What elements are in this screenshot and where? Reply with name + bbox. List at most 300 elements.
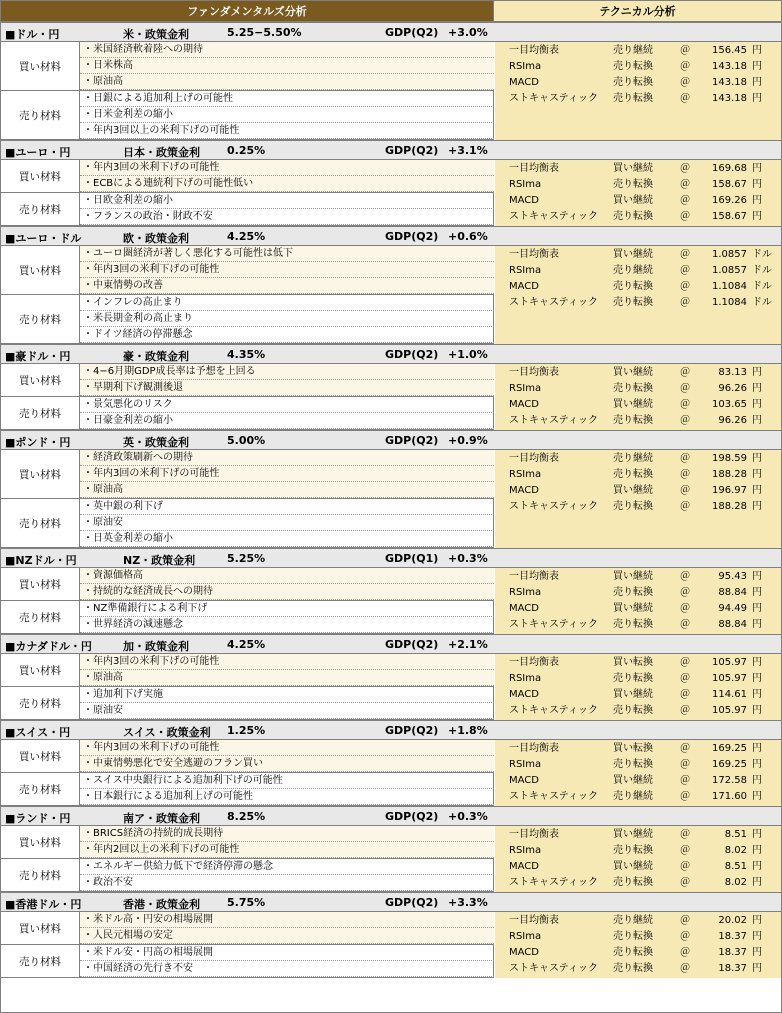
gdp-label: GDP(Q2) bbox=[385, 230, 439, 243]
at-mark: ＠ bbox=[680, 791, 690, 802]
buy-factors bbox=[1, 912, 494, 945]
buy-factor-item: ・資源価格高 bbox=[80, 568, 494, 584]
section-header bbox=[1, 548, 781, 568]
currency-pair: ■ドル・円 bbox=[5, 28, 60, 41]
policy-rate-value: 1.25% bbox=[227, 724, 266, 737]
at-mark: ＠ bbox=[680, 195, 690, 206]
signal-status: 売り転換 bbox=[613, 619, 653, 630]
gdp-value: +1.0% bbox=[448, 348, 488, 361]
policy-rate-label: 米・政策金利 bbox=[123, 28, 189, 41]
signal-status: 売り転換 bbox=[613, 931, 653, 942]
indicator-name: 一目均衡表 bbox=[509, 249, 559, 260]
technical-area bbox=[495, 740, 781, 806]
signal-price: 105.97 bbox=[712, 673, 747, 684]
signal-price: 143.18 bbox=[712, 77, 747, 88]
at-mark: ＠ bbox=[680, 93, 690, 104]
buy-factor-item: ・年内3回の米利下げの可能性 bbox=[80, 466, 494, 482]
currency-section bbox=[1, 140, 781, 226]
currency-section bbox=[1, 548, 781, 634]
section-body bbox=[1, 568, 781, 634]
signal-price: 196.97 bbox=[712, 485, 747, 496]
sell-factors-label: 売り材料 bbox=[1, 945, 80, 977]
indicator-name: 一目均衡表 bbox=[509, 829, 559, 840]
fundamental-area bbox=[1, 450, 494, 548]
price-unit: 円 bbox=[752, 829, 762, 840]
indicator-name: 一目均衡表 bbox=[509, 453, 559, 464]
currency-pair: ■カナダドル・円 bbox=[5, 640, 92, 653]
indicator-name: ストキャスティック bbox=[509, 705, 598, 716]
price-unit: 円 bbox=[752, 603, 762, 614]
indicator-name: 一目均衡表 bbox=[509, 163, 559, 174]
buy-factors bbox=[1, 246, 494, 295]
price-unit: 円 bbox=[752, 877, 762, 888]
buy-factor-item: ・米ドル高・円安の相場展開 bbox=[80, 912, 494, 928]
price-unit: 円 bbox=[752, 619, 762, 630]
signal-price: 96.26 bbox=[718, 383, 747, 394]
signal-status: 売り転換 bbox=[613, 211, 653, 222]
technical-row bbox=[495, 569, 781, 585]
buy-factors-label: 買い材料 bbox=[1, 912, 80, 944]
signal-price: 105.97 bbox=[712, 657, 747, 668]
signal-status: 売り継続 bbox=[613, 45, 653, 56]
indicator-name: ストキャスティック bbox=[509, 963, 598, 974]
buy-factors bbox=[1, 160, 494, 193]
at-mark: ＠ bbox=[680, 501, 690, 512]
at-mark: ＠ bbox=[680, 61, 690, 72]
buy-factors-label: 買い材料 bbox=[1, 568, 80, 600]
currency-pair: ■スイス・円 bbox=[5, 726, 71, 739]
section-header bbox=[1, 806, 781, 826]
indicator-name: ストキャスティック bbox=[509, 93, 598, 104]
sell-factors-label: 売り材料 bbox=[1, 91, 80, 139]
buy-factors-label: 買い材料 bbox=[1, 160, 80, 192]
signal-status: 買い継続 bbox=[613, 163, 653, 174]
technical-row bbox=[495, 483, 781, 499]
sell-factors-label: 売り材料 bbox=[1, 295, 80, 343]
currency-section bbox=[1, 22, 781, 140]
policy-rate-value: 5.00% bbox=[227, 434, 266, 447]
indicator-name: ストキャスティック bbox=[509, 791, 598, 802]
technical-row bbox=[495, 859, 781, 875]
signal-status: 売り転換 bbox=[613, 77, 653, 88]
at-mark: ＠ bbox=[680, 469, 690, 480]
signal-status: 売り転換 bbox=[613, 845, 653, 856]
signal-price: 96.26 bbox=[718, 415, 747, 426]
signal-price: 18.37 bbox=[718, 963, 747, 974]
signal-status: 売り転換 bbox=[613, 947, 653, 958]
sell-factor-item: ・追加利下げ実施 bbox=[80, 687, 494, 703]
sell-factor-item: ・原油安 bbox=[80, 703, 494, 719]
price-unit: 円 bbox=[752, 673, 762, 684]
signal-status: 売り転換 bbox=[613, 673, 653, 684]
sell-factor-item: ・景気悪化のリスク bbox=[80, 397, 494, 413]
buy-factor-item: ・ECBによる連続利下げの可能性低い bbox=[80, 176, 494, 192]
gdp-value: +0.3% bbox=[448, 552, 488, 565]
buy-factors-label: 買い材料 bbox=[1, 740, 80, 772]
technical-row bbox=[495, 365, 781, 381]
sell-factor-item: ・原油安 bbox=[80, 515, 494, 531]
price-unit: 円 bbox=[752, 947, 762, 958]
buy-factors bbox=[1, 450, 494, 499]
signal-status: 売り転換 bbox=[613, 383, 653, 394]
sell-factors-label: 売り材料 bbox=[1, 601, 80, 633]
sell-factor-item: ・中国経済の先行き不安 bbox=[80, 961, 494, 977]
signal-status: 買い継続 bbox=[613, 603, 653, 614]
at-mark: ＠ bbox=[680, 415, 690, 426]
at-mark: ＠ bbox=[680, 179, 690, 190]
signal-price: 172.58 bbox=[712, 775, 747, 786]
signal-price: 8.02 bbox=[724, 877, 747, 888]
policy-rate-label: 香港・政策金利 bbox=[123, 898, 200, 911]
section-body bbox=[1, 160, 781, 226]
price-unit: 円 bbox=[752, 759, 762, 770]
indicator-name: 一目均衡表 bbox=[509, 743, 559, 754]
signal-status: 買い継続 bbox=[613, 195, 653, 206]
gdp-label: GDP(Q1) bbox=[385, 552, 439, 565]
signal-price: 88.84 bbox=[718, 587, 747, 598]
at-mark: ＠ bbox=[680, 163, 690, 174]
technical-row bbox=[495, 757, 781, 773]
buy-factor-item: ・早期利下げ観測後退 bbox=[80, 380, 494, 396]
indicator-name: ストキャスティック bbox=[509, 877, 598, 888]
signal-status: 買い継続 bbox=[613, 775, 653, 786]
indicator-name: MACD bbox=[509, 77, 539, 88]
sell-factor-item: ・年内3回以上の米利下げの可能性 bbox=[80, 123, 494, 139]
gdp-label: GDP(Q2) bbox=[385, 348, 439, 361]
sell-factor-item: ・日米金利差の縮小 bbox=[80, 107, 494, 123]
at-mark: ＠ bbox=[680, 915, 690, 926]
price-unit: 円 bbox=[752, 861, 762, 872]
buy-factors-label: 買い材料 bbox=[1, 364, 80, 396]
technical-area bbox=[495, 160, 781, 226]
at-mark: ＠ bbox=[680, 705, 690, 716]
signal-price: 18.37 bbox=[718, 947, 747, 958]
at-mark: ＠ bbox=[680, 743, 690, 754]
buy-factor-item: ・年内3回の米利下げの可能性 bbox=[80, 160, 494, 176]
technical-row bbox=[495, 451, 781, 467]
sell-factor-item: ・NZ準備銀行による利下げ bbox=[80, 601, 494, 617]
fundamental-area bbox=[1, 740, 494, 806]
policy-rate-label: スイス・政策金利 bbox=[123, 726, 211, 739]
signal-status: 売り転換 bbox=[613, 93, 653, 104]
signal-price: 143.18 bbox=[712, 93, 747, 104]
signal-price: 88.84 bbox=[718, 619, 747, 630]
fundamental-area bbox=[1, 42, 494, 140]
indicator-name: RSIma bbox=[509, 469, 542, 480]
technical-area bbox=[495, 364, 781, 430]
indicator-name: 一目均衡表 bbox=[509, 571, 559, 582]
price-unit: 円 bbox=[752, 571, 762, 582]
price-unit: 円 bbox=[752, 501, 762, 512]
technical-row bbox=[495, 499, 781, 515]
price-unit: 円 bbox=[752, 179, 762, 190]
indicator-name: 一目均衡表 bbox=[509, 657, 559, 668]
sell-factors bbox=[1, 773, 494, 806]
signal-price: 8.02 bbox=[724, 845, 747, 856]
signal-price: 143.18 bbox=[712, 61, 747, 72]
at-mark: ＠ bbox=[680, 45, 690, 56]
indicator-name: 一目均衡表 bbox=[509, 45, 559, 56]
sell-factors bbox=[1, 295, 494, 344]
section-body bbox=[1, 364, 781, 430]
sell-factors bbox=[1, 193, 494, 226]
technical-row bbox=[495, 671, 781, 687]
technical-area bbox=[495, 568, 781, 634]
at-mark: ＠ bbox=[680, 673, 690, 684]
indicator-name: MACD bbox=[509, 861, 539, 872]
indicator-name: ストキャスティック bbox=[509, 297, 598, 308]
fundamental-area bbox=[1, 364, 494, 430]
price-unit: ドル bbox=[752, 297, 772, 308]
price-unit: 円 bbox=[752, 195, 762, 206]
price-unit: ドル bbox=[752, 249, 772, 260]
at-mark: ＠ bbox=[680, 775, 690, 786]
at-mark: ＠ bbox=[680, 845, 690, 856]
price-unit: ドル bbox=[752, 265, 772, 276]
indicator-name: MACD bbox=[509, 485, 539, 496]
signal-price: 8.51 bbox=[724, 829, 747, 840]
section-body bbox=[1, 42, 781, 140]
signal-status: 売り転換 bbox=[613, 61, 653, 72]
buy-factor-item: ・米国経済軟着陸への期待 bbox=[80, 42, 494, 58]
currency-pair: ■ポンド・円 bbox=[5, 436, 71, 449]
technical-area bbox=[495, 826, 781, 892]
fundamental-area bbox=[1, 654, 494, 720]
currency-section bbox=[1, 892, 781, 978]
sell-factor-item: ・日本銀行による追加利上げの可能性 bbox=[80, 789, 494, 805]
technical-row bbox=[495, 161, 781, 177]
sell-factor-item: ・世界経済の減速懸念 bbox=[80, 617, 494, 633]
signal-price: 169.25 bbox=[712, 743, 747, 754]
price-unit: 円 bbox=[752, 657, 762, 668]
section-body bbox=[1, 450, 781, 548]
signal-price: 156.45 bbox=[712, 45, 747, 56]
indicator-name: RSIma bbox=[509, 759, 542, 770]
sell-factor-item: ・エネルギー供給力低下で経済停滞の懸念 bbox=[80, 859, 494, 875]
policy-rate-label: NZ・政策金利 bbox=[123, 554, 196, 567]
technical-row bbox=[495, 43, 781, 59]
indicator-name: ストキャスティック bbox=[509, 211, 598, 222]
technical-row bbox=[495, 843, 781, 859]
technical-title: テクニカル分析 bbox=[494, 1, 781, 21]
currency-pair: ■香港ドル・円 bbox=[5, 898, 82, 911]
technical-row bbox=[495, 467, 781, 483]
buy-factor-item: ・年内3回の米利下げの可能性 bbox=[80, 654, 494, 670]
sell-factor-item: ・スイス中央銀行による追加利下げの可能性 bbox=[80, 773, 494, 789]
buy-factors-label: 買い材料 bbox=[1, 654, 80, 686]
price-unit: 円 bbox=[752, 77, 762, 88]
signal-status: 売り継続 bbox=[613, 453, 653, 464]
indicator-name: MACD bbox=[509, 603, 539, 614]
at-mark: ＠ bbox=[680, 211, 690, 222]
price-unit: 円 bbox=[752, 791, 762, 802]
buy-factors-label: 買い材料 bbox=[1, 450, 80, 498]
technical-row bbox=[495, 961, 781, 977]
price-unit: 円 bbox=[752, 415, 762, 426]
technical-row bbox=[495, 929, 781, 945]
technical-row bbox=[495, 773, 781, 789]
indicator-name: ストキャスティック bbox=[509, 501, 598, 512]
policy-rate-label: 日本・政策金利 bbox=[123, 146, 200, 159]
technical-row bbox=[495, 601, 781, 617]
technical-row bbox=[495, 59, 781, 75]
at-mark: ＠ bbox=[680, 249, 690, 260]
price-unit: 円 bbox=[752, 399, 762, 410]
policy-rate-value: 0.25% bbox=[227, 144, 266, 157]
price-unit: 円 bbox=[752, 383, 762, 394]
signal-status: 売り転換 bbox=[613, 297, 653, 308]
price-unit: ドル bbox=[752, 281, 772, 292]
currency-pair: ■ユーロ・円 bbox=[5, 146, 71, 159]
currency-pair: ■ユーロ・ドル bbox=[5, 232, 82, 245]
indicator-name: MACD bbox=[509, 947, 539, 958]
signal-price: 198.59 bbox=[712, 453, 747, 464]
technical-row bbox=[495, 827, 781, 843]
buy-factor-item: ・4−6月期GDP成長率は予想を上回る bbox=[80, 364, 494, 380]
buy-factor-item: ・原油高 bbox=[80, 670, 494, 686]
at-mark: ＠ bbox=[680, 297, 690, 308]
indicator-name: RSIma bbox=[509, 179, 542, 190]
technical-row bbox=[495, 193, 781, 209]
gdp-label: GDP(Q2) bbox=[385, 434, 439, 447]
policy-rate-value: 4.35% bbox=[227, 348, 266, 361]
signal-price: 103.65 bbox=[712, 399, 747, 410]
fundamental-area bbox=[1, 826, 494, 892]
sell-factors-label: 売り材料 bbox=[1, 193, 80, 225]
at-mark: ＠ bbox=[680, 603, 690, 614]
buy-factor-item: ・年内2回以上の米利下げの可能性 bbox=[80, 842, 494, 858]
fundamental-area bbox=[1, 246, 494, 344]
at-mark: ＠ bbox=[680, 963, 690, 974]
policy-rate-label: 英・政策金利 bbox=[123, 436, 189, 449]
section-body bbox=[1, 740, 781, 806]
indicator-name: RSIma bbox=[509, 845, 542, 856]
fundamental-area bbox=[1, 568, 494, 634]
technical-row bbox=[495, 741, 781, 757]
buy-factor-item: ・原油高 bbox=[80, 74, 494, 90]
sell-factors bbox=[1, 601, 494, 634]
buy-factor-item: ・日米株高 bbox=[80, 58, 494, 74]
gdp-value: +2.1% bbox=[448, 638, 488, 651]
policy-rate-label: 豪・政策金利 bbox=[123, 350, 189, 363]
technical-row bbox=[495, 247, 781, 263]
at-mark: ＠ bbox=[680, 689, 690, 700]
signal-price: 94.49 bbox=[718, 603, 747, 614]
indicator-name: MACD bbox=[509, 689, 539, 700]
signal-price: 105.97 bbox=[712, 705, 747, 716]
sell-factor-item: ・フランスの政治・財政不安 bbox=[80, 209, 494, 225]
price-unit: 円 bbox=[752, 963, 762, 974]
signal-price: 8.51 bbox=[724, 861, 747, 872]
at-mark: ＠ bbox=[680, 619, 690, 630]
indicator-name: ストキャスティック bbox=[509, 415, 598, 426]
at-mark: ＠ bbox=[680, 759, 690, 770]
at-mark: ＠ bbox=[680, 861, 690, 872]
gdp-value: +3.1% bbox=[448, 144, 488, 157]
signal-status: 売り継続 bbox=[613, 265, 653, 276]
signal-status: 売り転換 bbox=[613, 963, 653, 974]
policy-rate-label: 欧・政策金利 bbox=[123, 232, 189, 245]
signal-price: 114.61 bbox=[712, 689, 747, 700]
currency-section bbox=[1, 430, 781, 548]
sell-factors bbox=[1, 945, 494, 978]
buy-factors-label: 買い材料 bbox=[1, 826, 80, 858]
technical-row bbox=[495, 789, 781, 805]
indicator-name: RSIma bbox=[509, 931, 542, 942]
gdp-value: +0.9% bbox=[448, 434, 488, 447]
signal-price: 1.0857 bbox=[712, 265, 747, 276]
signal-status: 買い継続 bbox=[613, 861, 653, 872]
indicator-name: RSIma bbox=[509, 265, 542, 276]
technical-row bbox=[495, 703, 781, 719]
buy-factor-item: ・中東情勢の改善 bbox=[80, 278, 494, 294]
price-unit: 円 bbox=[752, 587, 762, 598]
signal-status: 売り継続 bbox=[613, 791, 653, 802]
section-body bbox=[1, 246, 781, 344]
section-header bbox=[1, 226, 781, 246]
signal-price: 169.26 bbox=[712, 195, 747, 206]
sell-factors bbox=[1, 687, 494, 720]
policy-rate-label: 南ア・政策金利 bbox=[123, 812, 200, 825]
buy-factors-label: 買い材料 bbox=[1, 42, 80, 90]
currency-section bbox=[1, 344, 781, 430]
technical-row bbox=[495, 687, 781, 703]
price-unit: 円 bbox=[752, 931, 762, 942]
indicator-name: RSIma bbox=[509, 383, 542, 394]
signal-status: 売り転換 bbox=[613, 415, 653, 426]
indicator-name: 一目均衡表 bbox=[509, 367, 559, 378]
technical-row bbox=[495, 585, 781, 601]
signal-status: 買い継続 bbox=[613, 571, 653, 582]
technical-area bbox=[495, 654, 781, 720]
price-unit: 円 bbox=[752, 775, 762, 786]
sell-factors-label: 売り材料 bbox=[1, 859, 80, 891]
indicator-name: RSIma bbox=[509, 61, 542, 72]
signal-price: 1.1084 bbox=[712, 297, 747, 308]
price-unit: 円 bbox=[752, 163, 762, 174]
price-unit: 円 bbox=[752, 743, 762, 754]
price-unit: 円 bbox=[752, 845, 762, 856]
technical-row bbox=[495, 75, 781, 91]
sell-factors-label: 売り材料 bbox=[1, 773, 80, 805]
signal-price: 1.0857 bbox=[712, 249, 747, 260]
signal-price: 158.67 bbox=[712, 211, 747, 222]
at-mark: ＠ bbox=[680, 829, 690, 840]
at-mark: ＠ bbox=[680, 571, 690, 582]
indicator-name: MACD bbox=[509, 281, 539, 292]
currency-pair: ■ランド・円 bbox=[5, 812, 71, 825]
currency-pair: ■NZドル・円 bbox=[5, 554, 77, 567]
section-header bbox=[1, 430, 781, 450]
fundamental-area bbox=[1, 160, 494, 226]
sheet-header bbox=[1, 1, 781, 22]
section-header bbox=[1, 634, 781, 654]
sell-factor-item: ・米長期金利の高止まり bbox=[80, 311, 494, 327]
buy-factors bbox=[1, 364, 494, 397]
signal-status: 買い継続 bbox=[613, 249, 653, 260]
gdp-label: GDP(Q2) bbox=[385, 810, 439, 823]
at-mark: ＠ bbox=[680, 265, 690, 276]
signal-status: 買い継続 bbox=[613, 829, 653, 840]
at-mark: ＠ bbox=[680, 877, 690, 888]
technical-row bbox=[495, 655, 781, 671]
signal-status: 買い転換 bbox=[613, 743, 653, 754]
signal-status: 売り転換 bbox=[613, 281, 653, 292]
technical-row bbox=[495, 945, 781, 961]
technical-row bbox=[495, 209, 781, 225]
signal-price: 20.02 bbox=[718, 915, 747, 926]
technical-row bbox=[495, 397, 781, 413]
